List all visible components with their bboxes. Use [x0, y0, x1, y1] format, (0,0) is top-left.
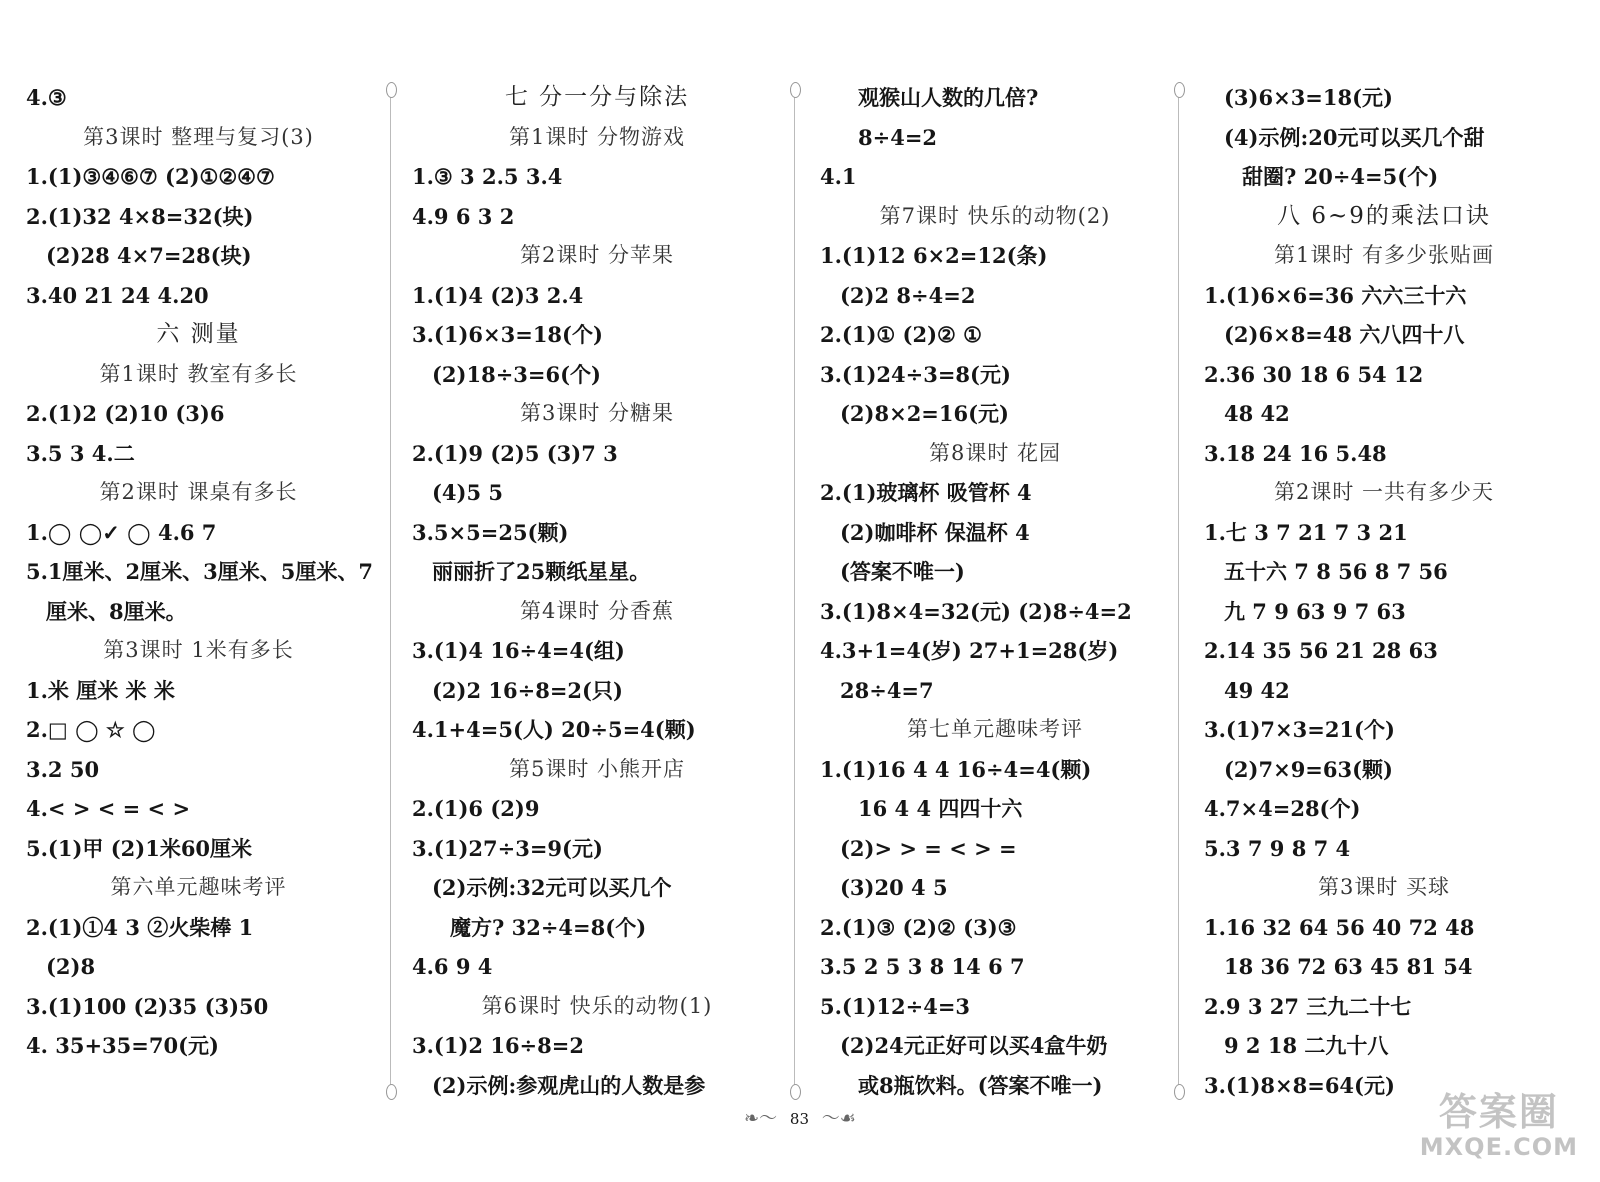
- lesson-heading: 第3课时 1米有多长: [103, 638, 294, 662]
- lesson-heading: 第3课时 分糖果: [519, 401, 675, 425]
- answer-line: 3.18 24 16 5.48: [1204, 440, 1387, 466]
- answer-column-1: [26, 78, 371, 1066]
- answer-line: 3.2 50: [26, 756, 100, 782]
- column-divider: [1178, 86, 1179, 1096]
- answer-line: 49 42: [1224, 677, 1290, 703]
- answer-line: 4. 35+35=70(元): [26, 1033, 219, 1058]
- answer-line: 2.(1)9 (2)5 (3)7 3: [412, 440, 618, 466]
- answer-line: 1.(1)12 6×2=12(条): [820, 243, 1048, 268]
- answer-line: 16 4 4 四四十六: [858, 796, 1023, 821]
- answer-line: 2.□ ◯ ☆ ◯: [26, 717, 156, 742]
- answer-line: 8÷4=2: [858, 124, 938, 150]
- lesson-heading: 第七单元趣味考评: [907, 717, 1083, 741]
- answer-line: 1.七 3 7 21 7 3 21: [1204, 519, 1408, 545]
- lesson-heading: 第1课时 教室有多长: [99, 361, 298, 386]
- answer-line: 3.(1)27÷3=9(元): [412, 835, 603, 861]
- answer-line: (4)5 5: [432, 480, 504, 505]
- answer-line: 3.(1)6×3=18(个): [412, 322, 603, 347]
- lesson-heading: 第3课时 整理与复习(3): [83, 124, 314, 149]
- answer-line: 1.16 32 64 56 40 72 48: [1204, 914, 1475, 940]
- page-footer: [0, 1104, 1600, 1134]
- answer-line: (2)28 4×7=28(块): [46, 243, 252, 268]
- answer-line: (3)6×3=18(元): [1224, 85, 1393, 110]
- answer-line: 5.(1)甲 (2)1米60厘米: [26, 835, 253, 861]
- lesson-heading: 第8课时 花园: [928, 440, 1062, 465]
- answer-line: (2)24元正好可以买4盒牛奶: [840, 1033, 1108, 1058]
- unit-heading: 八 6~9的乘法口诀: [1277, 202, 1491, 229]
- answer-line: 48 42: [1224, 401, 1290, 426]
- answer-line: 3.40 21 24 4.20: [26, 282, 209, 308]
- watermark-logo-text: 答案圈: [1438, 1090, 1559, 1134]
- lesson-heading: 第6课时 快乐的动物(1): [481, 993, 713, 1018]
- answer-line: 2.(1)玻璃杯 吸管杯 4: [820, 480, 1032, 505]
- answer-line: 4.< > < = < >: [26, 796, 191, 821]
- lesson-heading: 第2课时 分苹果: [519, 243, 675, 267]
- answer-line: 5.3 7 9 8 7 4: [1204, 835, 1351, 861]
- answer-line: 五十六 7 8 56 8 7 56: [1224, 559, 1448, 584]
- answer-line: 1.(1)4 (2)3 2.4: [412, 282, 584, 308]
- answer-line: 2.(1)① (2)② ①: [820, 322, 982, 347]
- answer-line: 3.(1)8×8=64(元): [1204, 1072, 1395, 1098]
- lesson-heading: 第7课时 快乐的动物(2): [879, 203, 1111, 228]
- answer-line: (2)8: [46, 954, 96, 979]
- answer-line: (2)咖啡杯 保温杯 4: [840, 519, 1030, 545]
- lesson-heading: 第3课时 买球: [1317, 875, 1451, 899]
- answer-line: (3)20 4 5: [840, 875, 948, 900]
- answer-line: (4)示例:20元可以买几个甜: [1224, 124, 1485, 150]
- answer-line: 4.1+4=5(人) 20÷5=4(颗): [412, 717, 696, 742]
- answer-line: (2)2 16÷8=2(只): [432, 677, 623, 703]
- answer-column-4: [1204, 78, 1564, 1105]
- answer-line: 4.3+1=4(岁) 27+1=28(岁): [820, 638, 1119, 663]
- answer-line: (2)7×9=63(颗): [1224, 756, 1393, 782]
- answer-line: 1.(1)③④⑥⑦ (2)①②④⑦: [26, 164, 275, 189]
- answer-line: 2.(1)①4 3 ②火柴棒 1: [26, 914, 254, 940]
- right-ornament-icon: ～☙: [821, 1108, 856, 1129]
- answer-line: 1.(1)6×6=36 六六三十六: [1204, 282, 1467, 308]
- answer-line: (2)6×8=48 六八四十八: [1224, 322, 1465, 347]
- answer-column-2: [412, 78, 782, 1105]
- answer-line: 3.(1)2 16÷8=2: [412, 1033, 584, 1058]
- answer-line: 3.5 3 4.二: [26, 440, 135, 466]
- answer-line: 3.(1)4 16÷4=4(组): [412, 638, 625, 663]
- unit-heading: 六 测量: [156, 321, 241, 347]
- answer-column-3: [820, 78, 1170, 1105]
- answer-line: 9 2 18 二九十八: [1224, 1033, 1389, 1058]
- column-divider: [390, 86, 391, 1096]
- answer-line: 2.(1)③ (2)② (3)③: [820, 914, 1017, 940]
- answer-line: 3.(1)100 (2)35 (3)50: [26, 993, 269, 1019]
- answer-line: 厘米、8厘米。: [46, 598, 187, 624]
- answer-line: 或8瓶饮料。(答案不唯一): [858, 1072, 1103, 1098]
- lesson-heading: 第六单元趣味考评: [110, 875, 287, 899]
- answer-line: 2.(1)2 (2)10 (3)6: [26, 401, 225, 426]
- answer-line: 1.③ 3 2.5 3.4: [412, 164, 563, 189]
- answer-line: (答案不唯一): [840, 559, 965, 584]
- answer-line: 3.(1)8×4=32(元) (2)8÷4=2: [820, 598, 1132, 624]
- answer-line: (2)18÷3=6(个): [432, 361, 601, 387]
- answer-line: 5.1厘米、2厘米、3厘米、5厘米、7: [26, 559, 373, 584]
- answer-line: 观猴山人数的几倍?: [858, 85, 1039, 110]
- answer-line: 九 7 9 63 9 7 63: [1224, 598, 1406, 624]
- column-divider: [794, 86, 795, 1096]
- answer-line: 甜圈? 20÷4=5(个): [1242, 164, 1439, 189]
- answer-line: 2.(1)6 (2)9: [412, 796, 540, 821]
- lesson-heading: 第1课时 分物游戏: [508, 124, 686, 149]
- answer-line: 2.(1)32 4×8=32(块): [26, 203, 254, 229]
- lesson-heading: 第1课时 有多少张贴画: [1273, 243, 1495, 267]
- answer-line: 4.1: [820, 164, 857, 189]
- answer-line: 3.(1)24÷3=8(元): [820, 361, 1011, 387]
- lesson-heading: 第2课时 课桌有多长: [99, 480, 298, 504]
- answer-line: 1.米 厘米 米 米: [26, 677, 175, 703]
- answer-line: 5.(1)12÷4=3: [820, 993, 971, 1019]
- answer-line: (2)> > = < > =: [840, 835, 1017, 861]
- lesson-heading: 第4课时 分香蕉: [519, 598, 675, 623]
- site-watermark: [1420, 1090, 1578, 1160]
- answer-line: 丽丽折了25颗纸星星。: [432, 559, 651, 584]
- lesson-heading: 第2课时 一共有多少天: [1273, 480, 1495, 504]
- answer-line: 4.6 9 4: [412, 954, 493, 979]
- answer-line: (2)8×2=16(元): [840, 401, 1009, 426]
- answer-line: (2)示例:32元可以买几个: [432, 875, 672, 900]
- answer-line: 18 36 72 63 45 81 54: [1224, 954, 1473, 979]
- answer-line: 2.14 35 56 21 28 63: [1204, 638, 1438, 663]
- answer-line: 1.(1)16 4 4 16÷4=4(颗): [820, 756, 1092, 782]
- answer-line: 3.5×5=25(颗): [412, 519, 569, 545]
- answer-line: 4.7×4=28(个): [1204, 796, 1361, 821]
- answer-line: 2.9 3 27 三九二十七: [1204, 993, 1412, 1019]
- answer-line: 2.36 30 18 6 54 12: [1204, 361, 1424, 387]
- unit-heading: 七 分一分与除法: [504, 84, 690, 110]
- lesson-heading: 第5课时 小熊开店: [508, 756, 686, 781]
- answer-line: 4.③: [26, 85, 67, 110]
- answer-line: 魔方? 32÷4=8(个): [450, 914, 647, 940]
- answer-line: 1.◯ ◯✓ ◯ 4.6 7: [26, 519, 217, 545]
- answer-line: (2)示例:参观虎山的人数是参: [432, 1072, 706, 1098]
- answer-line: 28÷4=7: [840, 677, 934, 703]
- page-number: 83: [789, 1110, 810, 1128]
- watermark-url: MXQE.COM: [1419, 1133, 1578, 1161]
- left-ornament-icon: ❧～: [744, 1108, 778, 1129]
- answer-line: 4.9 6 3 2: [412, 203, 515, 229]
- answer-line: 3.(1)7×3=21(个): [1204, 717, 1395, 742]
- answer-line: 3.5 2 5 3 8 14 6 7: [820, 954, 1025, 979]
- answer-line: (2)2 8÷4=2: [840, 282, 976, 308]
